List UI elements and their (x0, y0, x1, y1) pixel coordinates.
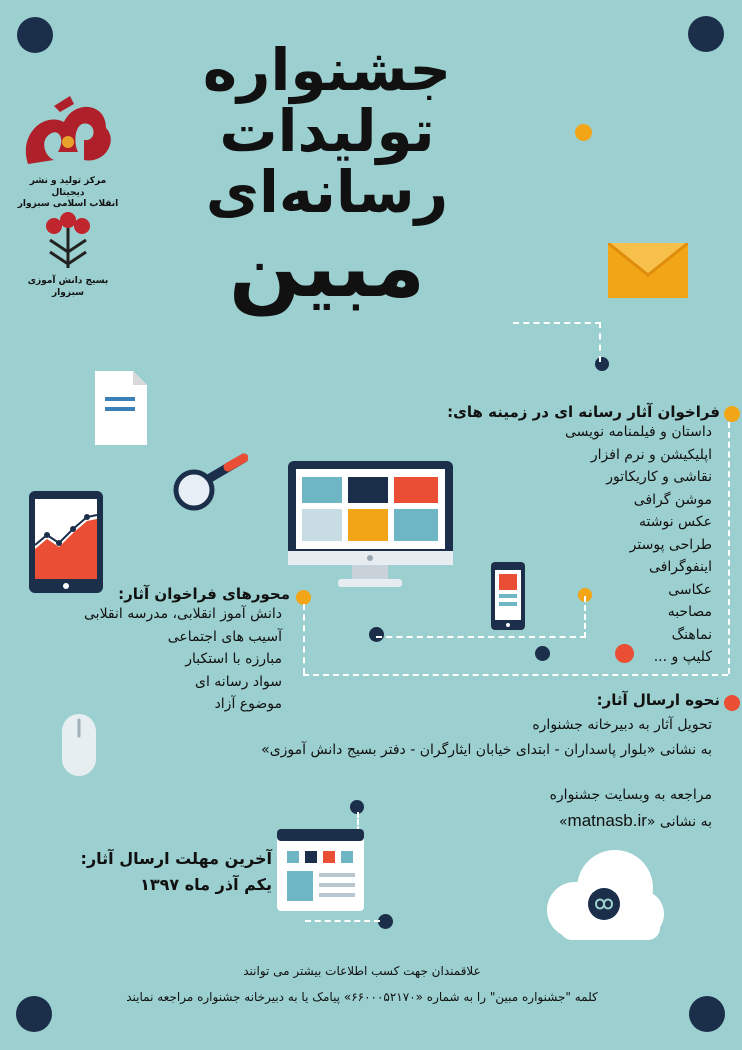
decor-dot (724, 695, 740, 711)
center-logo (14, 94, 122, 210)
deadline-section (32, 846, 272, 898)
magnifier-icon (170, 452, 248, 512)
list-item: آسیب های اجتماعی (167, 628, 282, 645)
browser-window-icon (277, 829, 364, 911)
decor-dot (296, 590, 311, 605)
connector-line (305, 920, 380, 922)
list-item: داستان و فیلمنامه نویسی (564, 424, 712, 440)
footer-line-1: علاقمندان جهت کسب اطلاعات بیشتر می توانند (243, 964, 481, 978)
title-line-4: مبین (228, 217, 426, 316)
list-item: نماهنگ (671, 626, 712, 643)
corner-dot-top-left (17, 17, 53, 53)
list-item: موشن گرافی (633, 491, 712, 508)
footer-line-2: کلمه "جشنواره مبین" را به شماره «۶۶۰۰۰۵۲۱۷۰» پیامک یا به دبیرخانه جشنواره مراجعه نمایند (126, 990, 598, 1004)
topics-heading: فراخوان آثار رسانه ای در زمینه های: (447, 403, 720, 421)
submission-line-2: به نشانی «بلوار پاسداران - ابتدای خیابان ایثارگران - دفتر بسیج دانش آموزی» (261, 742, 712, 758)
list-item: اینفوگرافی (649, 559, 712, 575)
website-link[interactable]: matnasb.ir (567, 811, 647, 830)
submission-heading: نحوه ارسال آثار: (596, 691, 720, 709)
decor-dot (378, 914, 393, 929)
list-item: سواد رسانه ای (195, 673, 282, 690)
list-item: اپلیکیشن و نرم افزار (590, 446, 712, 463)
list-item: طراحی پوستر (629, 536, 712, 553)
submission-line-1: تحویل آثار به دبیرخانه جشنواره (532, 717, 712, 733)
list-item: مصاحبه (667, 604, 712, 620)
center-logo-icon (14, 94, 122, 172)
list-item: دانش آموز انقلابی، مدرسه انقلابی (84, 606, 282, 622)
connector-line (303, 604, 305, 674)
axes-heading: محورهای فراخوان آثار: (118, 585, 290, 603)
tablet-chart-icon (29, 491, 103, 593)
topics-section (400, 403, 720, 669)
festival-title (162, 36, 492, 316)
topics-list (400, 421, 712, 669)
submission-line-3: مراجعه به وبسایت جشنواره (549, 787, 712, 803)
list-item: کلیپ و ... (653, 649, 712, 665)
corner-dot-bottom-right (689, 996, 725, 1032)
envelope-icon (608, 243, 688, 298)
deadline-heading: آخرین مهلت ارسال آثار: (80, 849, 272, 868)
connector-line (303, 674, 728, 676)
list-item: عکاسی (668, 581, 712, 598)
center-logo-caption: مرکز تولید و نشر دیجیتال انقلاب اسلامی سبزوار (17, 176, 119, 210)
submission-line-4: به نشانی «matnasb.ir» (558, 811, 712, 830)
decor-dot (724, 406, 740, 422)
connector-line (513, 322, 601, 362)
document-icon (95, 371, 147, 445)
list-item: عکس نوشته (639, 514, 712, 530)
decor-dot (575, 124, 592, 141)
connector-line (728, 422, 730, 674)
deadline-date: یکم آذر ماه ۱۳۹۷ (140, 875, 272, 894)
cloud-icon (540, 848, 665, 948)
list-item: مبارزه با استکبار (185, 651, 282, 667)
basij-logo (14, 212, 122, 298)
list-item: نقاشی و کاریکاتور (606, 469, 712, 485)
list-item: موضوع آزاد (214, 696, 282, 712)
submission-section (80, 688, 720, 835)
title-line-3: رسانه‌ای (205, 157, 449, 226)
footer-note (42, 958, 682, 1010)
basij-logo-caption: بسیج دانش آموزی سبزوار (27, 276, 109, 298)
corner-dot-top-right (688, 16, 724, 52)
title-line-1: جشنواره (202, 36, 452, 104)
basij-logo-icon (14, 212, 122, 272)
title-line-2: تولیدات (219, 96, 435, 165)
